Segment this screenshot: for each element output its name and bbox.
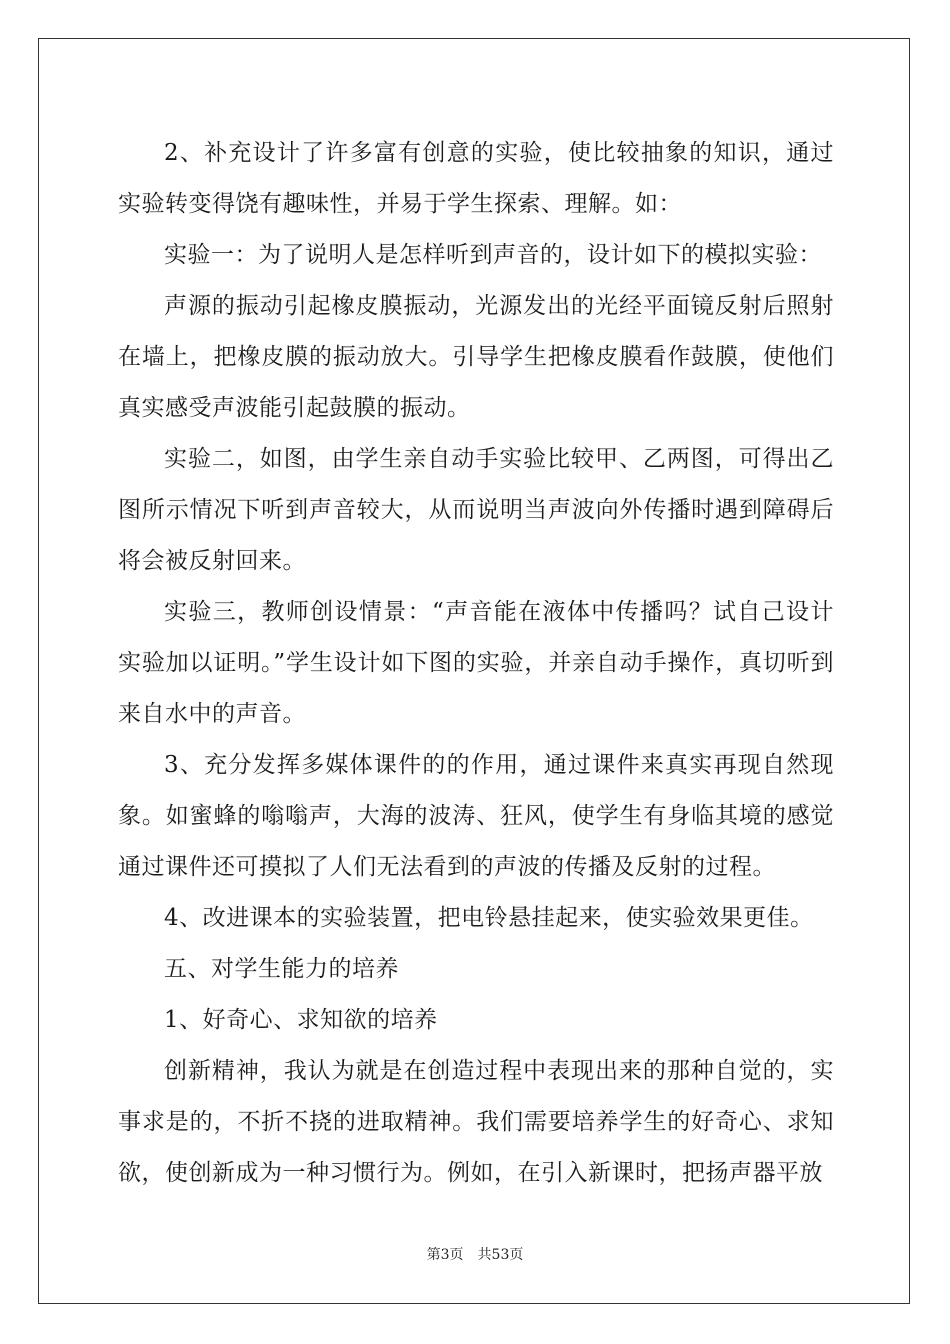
page-footer xyxy=(0,1244,950,1264)
subsection-heading: 1、好奇心、求知欲的培养 xyxy=(164,1007,438,1033)
paragraph: 实验一：为了说明人是怎样听到声音的，设计如下的模拟实验： xyxy=(164,242,822,268)
paragraph: 实验三，教师创设情景：“声音能在液体中传播吗？试自己设计实验加以证明。”学生设计如下图的实验，并亲自动手操作，真切听到来自水中的声音。 xyxy=(118,599,834,727)
paragraph: 4、改进课本的实验装置，把电铃悬挂起来，使实验效果更佳。 xyxy=(164,905,814,931)
paragraph: 创新精神，我认为就是在创造过程中表现出来的那种自觉的，实事求是的，不折不挠的进取精神。我们需要培养学生的好奇心、求知欲，使创新成为一种习惯行为。例如，在引入新课时，把扬声器平放 xyxy=(118,1058,834,1186)
document-body xyxy=(118,128,834,1199)
paragraph: 2、补充设计了许多富有创意的实验，使比较抽象的知识，通过实验转变得饶有趣味性，并易于学生探索、理解。如： xyxy=(118,140,834,217)
paragraph: 实验二，如图，由学生亲自动手实验比较甲、乙两图，可得出乙图所示情况下听到声音较大，从而说明当声波向外传播时遇到障碍后将会被反射回来。 xyxy=(118,446,834,574)
page-total: 共53页 xyxy=(477,1247,524,1263)
paragraph: 声源的振动引起橡皮膜振动，光源发出的光经平面镜反射后照射在墙上，把橡皮膜的振动放大。引导学生把橡皮膜看作鼓膜，使他们真实感受声波能引起鼓膜的振动。 xyxy=(118,293,834,421)
paragraph: 3、充分发挥多媒体课件的的作用，通过课件来真实再现自然现象。如蜜蜂的嗡嗡声，大海的波涛、狂风，使学生有身临其境的感觉通过课件还可摸拟了人们无法看到的声波的传播及反射的过程。 xyxy=(118,752,834,880)
page-number: 第3页 xyxy=(426,1247,464,1263)
section-heading: 五、对学生能力的培养 xyxy=(164,956,399,982)
